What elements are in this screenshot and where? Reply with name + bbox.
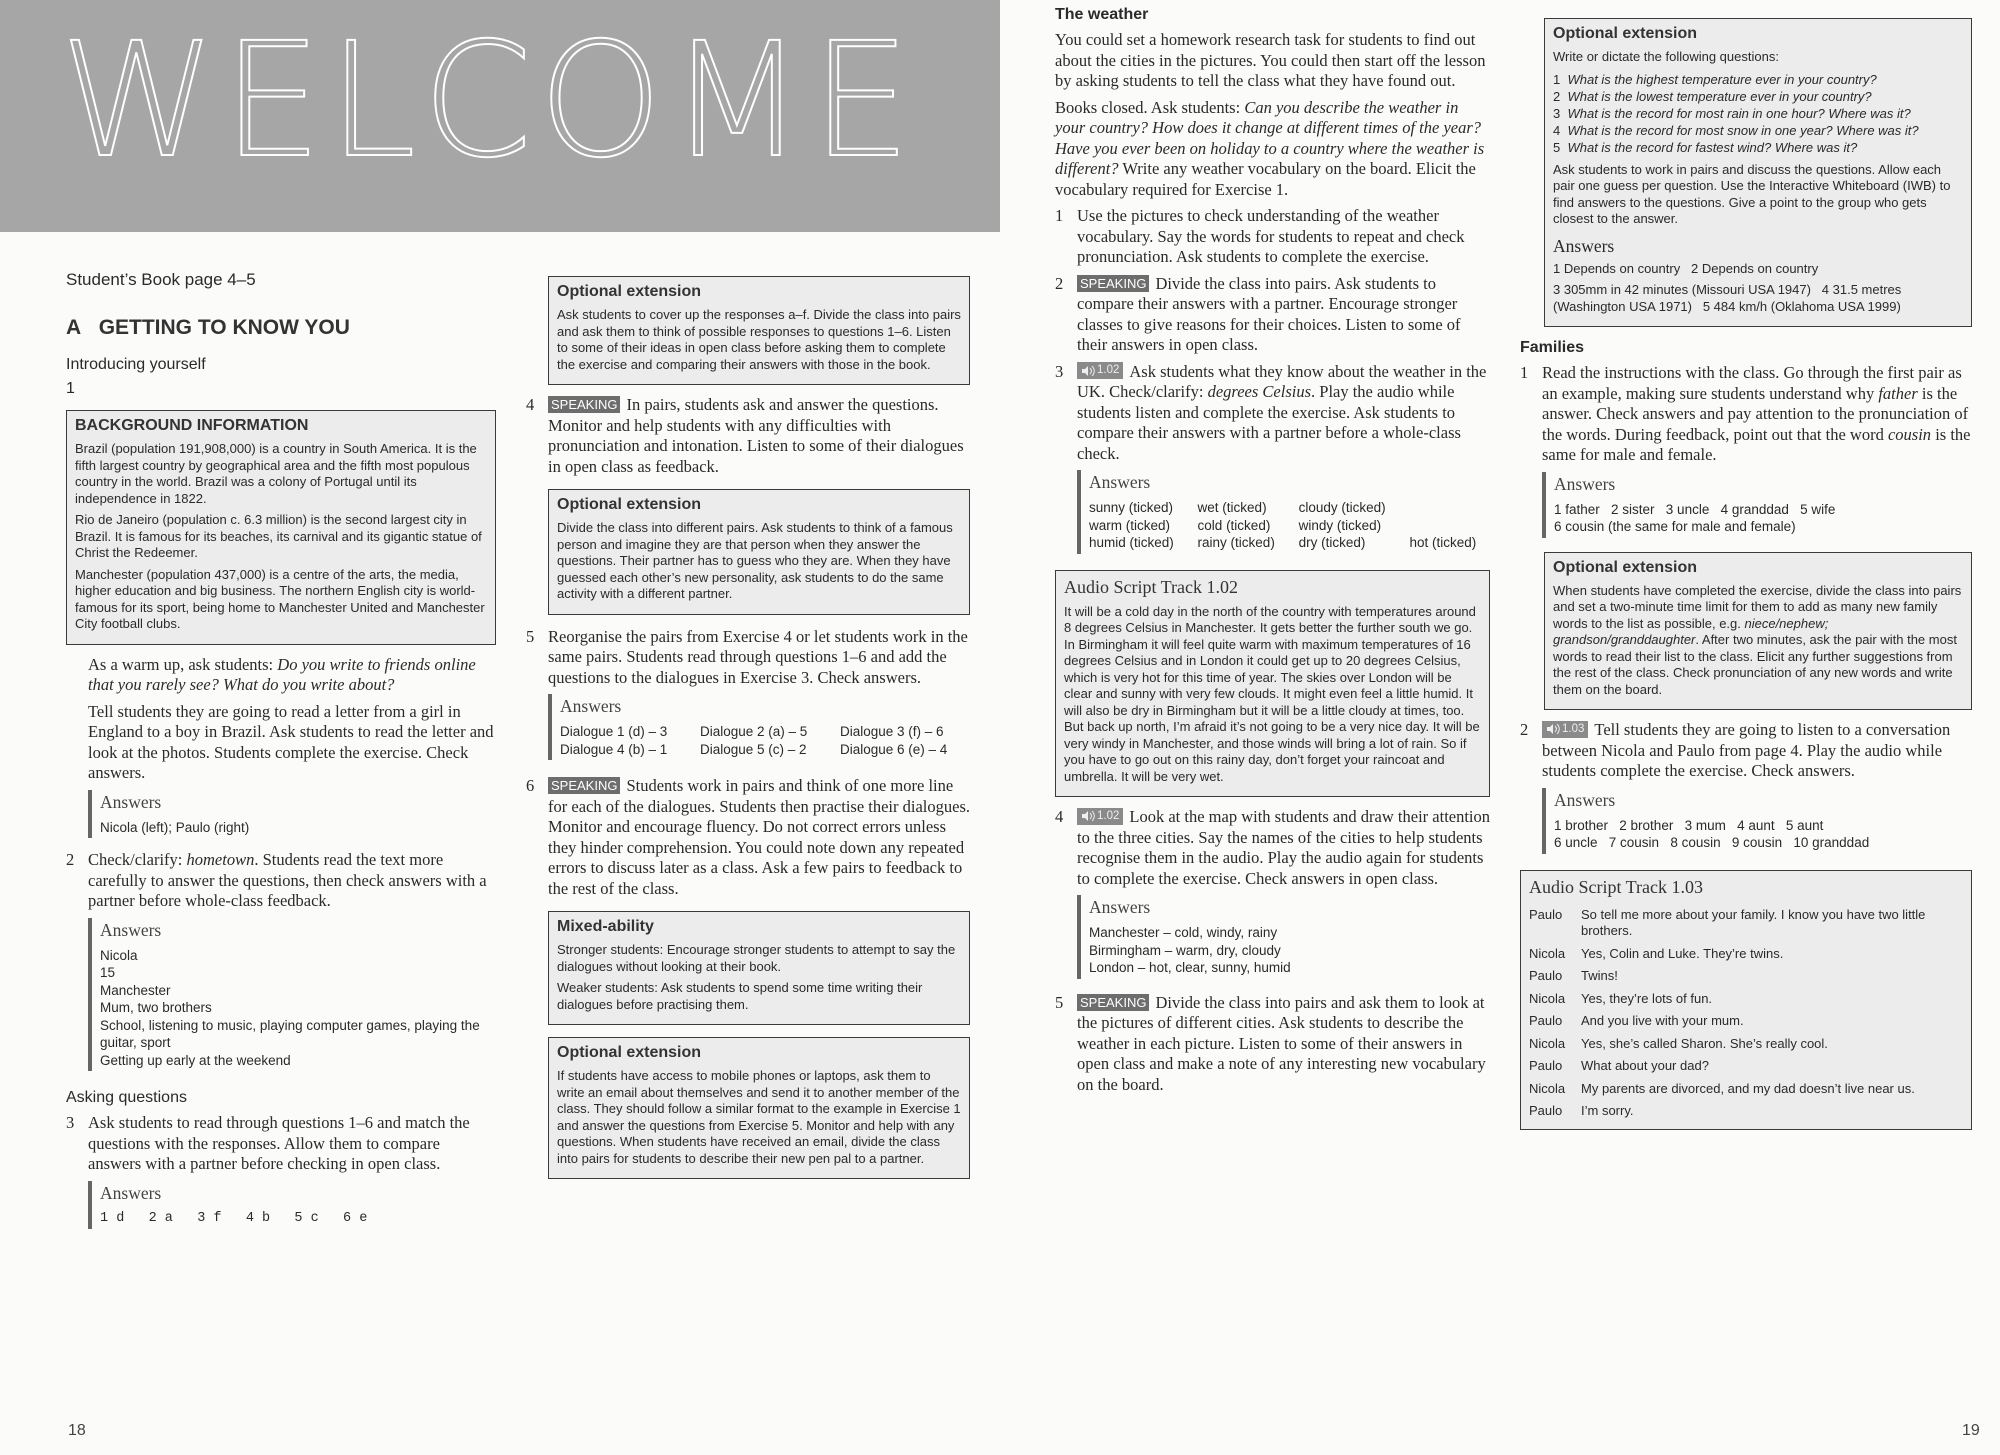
speaker: Paulo bbox=[1529, 906, 1563, 922]
speaker-icon bbox=[1081, 811, 1095, 821]
line-text: I’m sorry. bbox=[1581, 1103, 1634, 1118]
line-text: My parents are divorced, and my dad doesn’t live near us. bbox=[1581, 1080, 1915, 1096]
box-paragraph: Weaker students: Ask students to spend some time writing their dialogues before practising them. bbox=[557, 980, 923, 1012]
text-span: When students have completed the exercise, divide the class into pairs and set a two-minute time limit for them to add as many new family words to the list as possible, e.g. bbox=[1553, 582, 1962, 631]
answers-box bbox=[1077, 470, 1490, 554]
speaker: Nicola bbox=[1529, 1080, 1566, 1096]
mixed-ability-box bbox=[548, 911, 970, 1025]
box-title: Mixed-ability bbox=[557, 918, 654, 935]
answer-line: cloudy (ticked) bbox=[1298, 500, 1386, 515]
answer-line: 1 Depends on country 2 Depends on country bbox=[1553, 260, 1819, 276]
script-line bbox=[1529, 1078, 1963, 1101]
question-text: What is the lowest temperature ever in your country? bbox=[1567, 88, 1872, 104]
speaker: Paulo bbox=[1529, 1013, 1563, 1028]
question-number: 4 bbox=[1553, 122, 1561, 138]
line-text: Yes, they’re lots of fun. bbox=[1581, 990, 1713, 1006]
exercise-number: 1 bbox=[66, 380, 75, 397]
page-title: WELCOME bbox=[60, 9, 917, 193]
text-span: . Play the audio while students listen and complete the exercise. Ask students to compare their answers with a partner before a whole-class check. bbox=[1077, 382, 1461, 463]
track-number: 1.02 bbox=[1097, 809, 1120, 822]
track-number: 1.02 bbox=[1097, 364, 1120, 376]
answers-box bbox=[1077, 895, 1490, 979]
script-line bbox=[1529, 988, 1963, 1011]
answer-line: Dialogue 1 (d) – 3 bbox=[560, 724, 668, 739]
answer-line: Mum, two brothers bbox=[100, 1000, 212, 1015]
question-item bbox=[1553, 71, 1963, 88]
text-span: Check/clarify: bbox=[88, 850, 187, 869]
text-span: Write any weather vocabulary on the board. Elicit the vocabulary required for Exercise 1. bbox=[1055, 159, 1476, 199]
question-text: What is the record for fastest wind? Where was it? bbox=[1567, 139, 1858, 155]
answer-line: 3 305mm in 42 minutes (Missouri USA 1947) 4 31.5 metres (Washington USA 1971) 5 484 km/h (Oklahoma USA 1999) bbox=[1553, 282, 1905, 314]
text-span: . Students read the text more carefully to answer the questions, then check answers with a partner before whole-class feedback. bbox=[88, 850, 487, 910]
answer-line: dry (ticked) bbox=[1298, 535, 1366, 550]
answer-line: Dialogue 5 (c) – 2 bbox=[700, 741, 807, 757]
answers-heading: Answers bbox=[100, 919, 162, 940]
speaking-badge: SPEAKING bbox=[548, 777, 620, 794]
speaker: Paulo bbox=[1529, 1058, 1563, 1073]
answer-line: Dialogue 2 (a) – 5 bbox=[700, 724, 808, 739]
line-text: Yes, she’s called Sharon. She’s really cool. bbox=[1581, 1035, 1828, 1051]
box-paragraph: Rio de Janeiro (population c. 6.3 million) is the second largest city in Brazil. It is famous for its beaches, its carnival and its gigantic statue of Christ the Redeemer. bbox=[75, 512, 482, 560]
column-1 bbox=[66, 270, 496, 1239]
subheading: Introducing yourself bbox=[66, 356, 206, 373]
exercise-text bbox=[1077, 362, 1490, 465]
exercise-number: 3 bbox=[1055, 361, 1064, 381]
answer-line: Getting up early at the weekend bbox=[100, 1052, 291, 1068]
question-number: 5 bbox=[1553, 139, 1561, 155]
answers-box bbox=[88, 790, 496, 839]
exercise-number: 5 bbox=[526, 626, 535, 646]
optional-extension-box bbox=[548, 489, 970, 615]
answer-line: Dialogue 4 (b) – 1 bbox=[560, 741, 668, 757]
answer-line: School, listening to music, playing computer games, playing the guitar, sport bbox=[100, 1017, 480, 1050]
text-span: Tell students they are going to listen to a conversation between Nicola and Paulo from page 4. Play the audio while students complete the exercise. Check answers. bbox=[1542, 720, 1951, 780]
answer-line: wet (ticked) bbox=[1197, 500, 1267, 515]
exercise-number: 3 bbox=[66, 1113, 75, 1132]
answer-line: 1 father 2 sister 3 uncle 4 granddad 5 wife bbox=[1554, 501, 1836, 517]
answers-heading: Answers bbox=[1554, 473, 1616, 494]
exercise-text bbox=[548, 776, 970, 899]
subheading: Asking questions bbox=[66, 1089, 187, 1106]
answer-line: sunny (ticked) bbox=[1089, 500, 1174, 515]
audio-script-box bbox=[1055, 570, 1490, 798]
exercise-number: 6 bbox=[526, 776, 535, 795]
answer-line: 15 bbox=[100, 965, 116, 980]
exercise-2 bbox=[1520, 720, 1972, 782]
text-emphasis: hometown bbox=[186, 850, 255, 869]
exercise-2 bbox=[1055, 274, 1490, 356]
exercise-1 bbox=[1055, 206, 1490, 268]
answers-box bbox=[548, 694, 970, 760]
section-title: GETTING TO KNOW YOU bbox=[98, 316, 350, 339]
question-item bbox=[1553, 139, 1963, 156]
optional-extension-box bbox=[1544, 18, 1972, 327]
text-span: is the same for male and female. bbox=[1542, 424, 1971, 464]
exercise-5 bbox=[1055, 993, 1490, 1096]
audio-script-box bbox=[1520, 870, 1972, 1130]
intro-text: You could set a homework research task for students to find out about the cities in the pictures. You could then start off the lesson by asking students to tell the class what they have found out. bbox=[1055, 30, 1486, 90]
exercise-text bbox=[1542, 363, 1972, 466]
text-emphasis: niece/nephew; grandson/granddaughter bbox=[1553, 615, 1829, 647]
script-text: It will be a cold day in the north of the country with temperatures around 8 degrees Celsius in Manchester. It gets better the further south we go. In Birmingham it will feel quite warm with maximum temperatures of 16 degrees Celsius and in London it could get up to 20 degrees Celsius, which is very hot for this time of year. The skies over London will be clear and sunny with very few clouds. It might even feel a little humid. It will also be dry in Birmingham but it will be a little cloudy at times, too. But back up north, I’m afraid it’s not going to be a very nice day. It will be very windy in Manchester, and those winds will bring a lot of rain. So if you have to go out on this rainy day, don’t forget your raincoat and umbrella. It will be very wet. bbox=[1064, 603, 1480, 784]
box-title: Optional extension bbox=[1553, 25, 1698, 42]
script-line bbox=[1529, 904, 1963, 943]
box-title: Optional extension bbox=[557, 283, 702, 300]
exercise-4 bbox=[1055, 807, 1490, 889]
answer-line: cold (ticked) bbox=[1197, 517, 1271, 533]
speaker: Nicola bbox=[1529, 990, 1566, 1006]
exercise-number: 1 bbox=[1055, 206, 1064, 225]
answers-heading: Answers bbox=[1553, 235, 1615, 256]
answer-line: windy (ticked) bbox=[1298, 517, 1382, 533]
question-number: 1 bbox=[1553, 71, 1561, 87]
answers-heading: Answers bbox=[1554, 789, 1616, 810]
audio-track-badge[interactable] bbox=[1077, 362, 1123, 379]
box-title: Optional extension bbox=[557, 496, 702, 513]
answers-grid bbox=[560, 723, 970, 758]
optional-extension-box bbox=[1544, 552, 1972, 711]
text-span: As a warm up, ask students: bbox=[88, 654, 278, 674]
answers-box bbox=[88, 918, 496, 1072]
text-span: Divide the class into pairs and ask them to look at the pictures of different cities. Ask students to describe the weather in each picture. Listen to some of their answers in open class and make a note of any interesting new vocabulary on the board. bbox=[1077, 992, 1486, 1094]
box-paragraph: Stronger students: Encourage stronger students to attempt to say the dialogues without looking at their book. bbox=[557, 942, 956, 974]
answer-line: Nicola bbox=[100, 947, 138, 963]
answer-line: Nicola (left); Paulo (right) bbox=[100, 819, 250, 835]
answer-line: humid (ticked) bbox=[1089, 535, 1174, 550]
exercise-text bbox=[1542, 720, 1972, 782]
section-heading: Families bbox=[1520, 339, 1585, 356]
script-line bbox=[1529, 965, 1963, 988]
warmup-text bbox=[88, 655, 496, 696]
question-item bbox=[1553, 105, 1963, 122]
exercise-3 bbox=[1055, 362, 1490, 465]
answers-box bbox=[1542, 472, 1972, 538]
section-heading: The weather bbox=[1055, 6, 1149, 23]
speaker: Paulo bbox=[1529, 1103, 1563, 1118]
exercise-number: 2 bbox=[66, 850, 75, 869]
exercise-number: 4 bbox=[1055, 807, 1064, 826]
answer-line bbox=[1409, 499, 1490, 517]
text-span: Books closed. Ask students: bbox=[1055, 97, 1245, 117]
question-number: 3 bbox=[1553, 105, 1561, 121]
text-span: . After two minutes, ask the pair with the most words to read their list to the class. Elicit any further suggestions from the rest of the class. Check pronunciation of any new words and write them on the board. bbox=[1553, 632, 1957, 697]
question-text: What is the highest temperature ever in your country? bbox=[1567, 71, 1877, 87]
box-paragraph: Manchester (population 437,000) is a centre of the arts, the media, higher education and big business. The northern English city is world-famous for its sport, being home to Manchester United and Manchester City football clubs. bbox=[75, 566, 485, 631]
warmup bbox=[88, 655, 496, 784]
exercise-number: 4 bbox=[526, 395, 535, 414]
exercise-text: Use the pictures to check understanding of the weather vocabulary. Say the words for students to repeat and check pronunciation. Ask students to complete the exercise. bbox=[1077, 206, 1465, 266]
answer-line: 6 uncle 7 cousin 8 cousin 9 cousin 10 granddad bbox=[1554, 835, 1870, 850]
background-info-box bbox=[66, 410, 496, 645]
answers-heading: Answers bbox=[1089, 897, 1151, 917]
answers-grid bbox=[1089, 499, 1490, 552]
box-title: Optional extension bbox=[557, 1044, 702, 1061]
column-3 bbox=[1055, 6, 1490, 1101]
audio-track-badge[interactable] bbox=[1077, 808, 1123, 825]
script-line bbox=[1529, 943, 1963, 966]
script-line bbox=[1529, 1100, 1963, 1123]
speaking-badge: SPEAKING bbox=[1077, 275, 1149, 292]
text-span: Divide the class into pairs. Ask students to compare their answers with a partner. Encourage stronger classes to give reasons for their choices. Listen to some of their answers in open class. bbox=[1077, 273, 1461, 354]
box-paragraph: Ask students to work in pairs and discuss the questions. Allow each pair one guess per question. Use the Interactive Whiteboard (IWB) to find answers to the questions. Give a point to the group who gets closest to the answer. bbox=[1553, 161, 1951, 226]
exercise-3 bbox=[66, 1113, 496, 1175]
exercise-6 bbox=[526, 776, 970, 899]
audio-track-badge[interactable] bbox=[1542, 721, 1588, 738]
exercise-number: 5 bbox=[1055, 992, 1064, 1012]
question-item bbox=[1553, 88, 1963, 105]
answer-line: Manchester – cold, windy, rainy bbox=[1089, 925, 1278, 940]
box-title: BACKGROUND INFORMATION bbox=[75, 417, 309, 434]
line-text: What about your dad? bbox=[1581, 1058, 1709, 1073]
exercise-number: 1 bbox=[1520, 363, 1529, 382]
answer-line: 1 d 2 a 3 f 4 b 5 c 6 e bbox=[100, 1210, 368, 1226]
text-span: In pairs, students ask and answer the questions. Monitor and help students with any difficulties with pronunciation and intonation. Listen to some of their dialogues in open class as feedback. bbox=[548, 395, 964, 476]
answer-line: warm (ticked) bbox=[1089, 517, 1171, 533]
answer-line: Birmingham – warm, dry, cloudy bbox=[1089, 942, 1281, 958]
speaker-icon bbox=[1081, 366, 1095, 376]
answers-heading: Answers bbox=[100, 1182, 162, 1203]
exercise-text bbox=[1077, 993, 1490, 1096]
script-line bbox=[1529, 1010, 1963, 1033]
text-emphasis: father bbox=[1878, 383, 1918, 403]
speaker: Nicola bbox=[1529, 945, 1566, 961]
box-paragraph: Write or dictate the following questions: bbox=[1553, 49, 1779, 64]
box-title: Audio Script Track 1.02 bbox=[1064, 576, 1239, 597]
answer-line bbox=[1409, 517, 1490, 535]
box-paragraph bbox=[1553, 583, 1963, 699]
speaking-badge: SPEAKING bbox=[548, 396, 620, 413]
script-line bbox=[1529, 1055, 1963, 1078]
exercise-5 bbox=[526, 627, 970, 689]
script-line bbox=[1529, 1033, 1963, 1056]
answer-line: Dialogue 3 (f) – 6 bbox=[840, 724, 944, 739]
track-number: 1.03 bbox=[1562, 722, 1585, 735]
optional-extension-box bbox=[548, 1037, 970, 1179]
answer-line: rainy (ticked) bbox=[1197, 535, 1275, 550]
box-title: Audio Script Track 1.03 bbox=[1529, 876, 1704, 897]
exercise-4 bbox=[526, 395, 970, 477]
question-list bbox=[1553, 71, 1963, 156]
exercise-number: 2 bbox=[1520, 720, 1529, 739]
answers-heading: Answers bbox=[100, 791, 162, 812]
text-emphasis: cousin bbox=[1887, 424, 1932, 444]
answer-line: 6 cousin (the same for male and female) bbox=[1554, 519, 1796, 534]
exercise-text bbox=[548, 395, 970, 477]
exercise-text bbox=[88, 850, 496, 912]
answer-line: 1 brother 2 brother 3 mum 4 aunt 5 aunt bbox=[1554, 817, 1824, 833]
question-text: What is the record for most snow in one year? Where was it? bbox=[1567, 122, 1919, 138]
text-span: Read the instructions with the class. Go through the first pair as an example, making sure students understand why bbox=[1542, 363, 1962, 403]
speaker-icon bbox=[1546, 724, 1560, 734]
exercise-1 bbox=[1520, 363, 1972, 466]
text-emphasis: degrees Celsius bbox=[1207, 382, 1312, 401]
section-heading bbox=[66, 316, 496, 340]
line-text: And you live with your mum. bbox=[1581, 1013, 1744, 1028]
text-span: Ask students what they know about the weather in the UK. Check/clarify: bbox=[1077, 361, 1487, 401]
line-text: So tell me more about your family. I know you have two little brothers. bbox=[1581, 906, 1926, 938]
box-paragraph: Brazil (population 191,908,000) is a country in South America. It is the fifth largest country by geographical area and the fifth most populous country in the world. Brazil was a colony of Portugal until its independence in 1822. bbox=[75, 441, 477, 506]
book-reference: Student’s Book page 4–5 bbox=[66, 270, 256, 289]
question-number: 2 bbox=[1553, 88, 1561, 104]
answer-line: Manchester bbox=[100, 982, 171, 998]
text-emphasis: Can you describe the weather in your country? How does it change at different times of the year? Have you ever been on holiday to a country where the weather is different? bbox=[1055, 97, 1485, 178]
box-paragraph: If students have access to mobile phones or laptops, ask them to write an email about themselves and send it to another member of the class. They should follow a similar format to the example in Exercise 1 and answer the questions from Exercise 5. Monitor and help with any questions. When students have received an email, divide the class into pairs for students to describe their new pen pal to a partner. bbox=[557, 1068, 961, 1166]
exercise-number: 2 bbox=[1055, 273, 1064, 293]
books-closed-text bbox=[1055, 98, 1490, 201]
box-title: Optional extension bbox=[1553, 558, 1698, 576]
exercise-2 bbox=[66, 850, 496, 912]
question-text: What is the record for most rain in one hour? Where was it? bbox=[1567, 105, 1911, 121]
exercise-text bbox=[1077, 274, 1490, 356]
answer-line: Dialogue 6 (e) – 4 bbox=[840, 741, 948, 757]
text-span: Students work in pairs and think of one more line for each of the dialogues. Students then practise their dialogues. Monitor and encourage fluency. Do not correct errors unless they hinder comprehension. You could note down any repeated errors to discuss later as a class. Ask a few pairs to feedback to the rest of the class. bbox=[548, 776, 970, 898]
box-paragraph: Ask students to cover up the responses a–f. Divide the class into pairs and ask them to think of possible responses to questions 1–6. Listen to some of their ideas in open class before asking them to complete the exercise and comparing their answers with those in the book. bbox=[557, 307, 961, 372]
text-span: Look at the map with students and draw their attention to the three cities. Say the names of the cities to help students recognise them in the audio. Play the audio again for students to complete the exercise. Check answers in open class. bbox=[1077, 807, 1491, 888]
answer-line: London – hot, clear, sunny, humid bbox=[1089, 960, 1291, 975]
answers-box bbox=[1542, 788, 1972, 854]
exercise-text: Reorganise the pairs from Exercise 4 or let students work in the same pairs. Students read through questions 1–6 and add the questions to the dialogues in Exercise 3. Check answers. bbox=[548, 626, 968, 687]
speaking-badge: SPEAKING bbox=[1077, 994, 1149, 1011]
instruction-text: Tell students they are going to read a letter from a girl in England to a boy in Brazil. Ask students to read the letter and look at the photos. Students complete the exercise. Check answers. bbox=[88, 701, 494, 782]
line-text: Twins! bbox=[1581, 968, 1618, 983]
text-span: is the answer. Check answers and pay attention to the pronunciation of the words. During feedback, point out that the word bbox=[1542, 383, 1969, 444]
exercise-text bbox=[1077, 807, 1490, 889]
optional-extension-box bbox=[548, 276, 970, 385]
question-item bbox=[1553, 122, 1963, 139]
answer-line: hot (ticked) bbox=[1409, 535, 1477, 550]
page-number: 19 bbox=[1962, 1422, 1980, 1439]
answers-heading: Answers bbox=[560, 696, 622, 716]
box-paragraph: Divide the class into different pairs. Ask students to think of a famous person and imagine they are that person when they answer the questions. Their partner has to guess who they are. When they have guessed each other’s new personality, ask students to do the same activity with a different partner. bbox=[557, 520, 953, 601]
page-number: 18 bbox=[68, 1422, 86, 1439]
text-emphasis: Do you write to friends online that you rarely see? What do you write about? bbox=[88, 654, 476, 694]
speaker: Nicola bbox=[1529, 1035, 1566, 1051]
answers-heading: Answers bbox=[1089, 472, 1151, 492]
script-table bbox=[1529, 904, 1963, 1123]
column-4 bbox=[1520, 18, 1972, 1138]
line-text: Yes, Colin and Luke. They’re twins. bbox=[1581, 945, 1784, 961]
section-letter: A bbox=[66, 316, 82, 339]
speaker: Paulo bbox=[1529, 968, 1563, 983]
exercise-text: Ask students to read through questions 1–6 and match the questions with the responses. Allow them to compare answers with a partner before checking in open class. bbox=[88, 1113, 470, 1173]
column-2 bbox=[526, 276, 970, 1187]
answers-box bbox=[88, 1181, 496, 1230]
